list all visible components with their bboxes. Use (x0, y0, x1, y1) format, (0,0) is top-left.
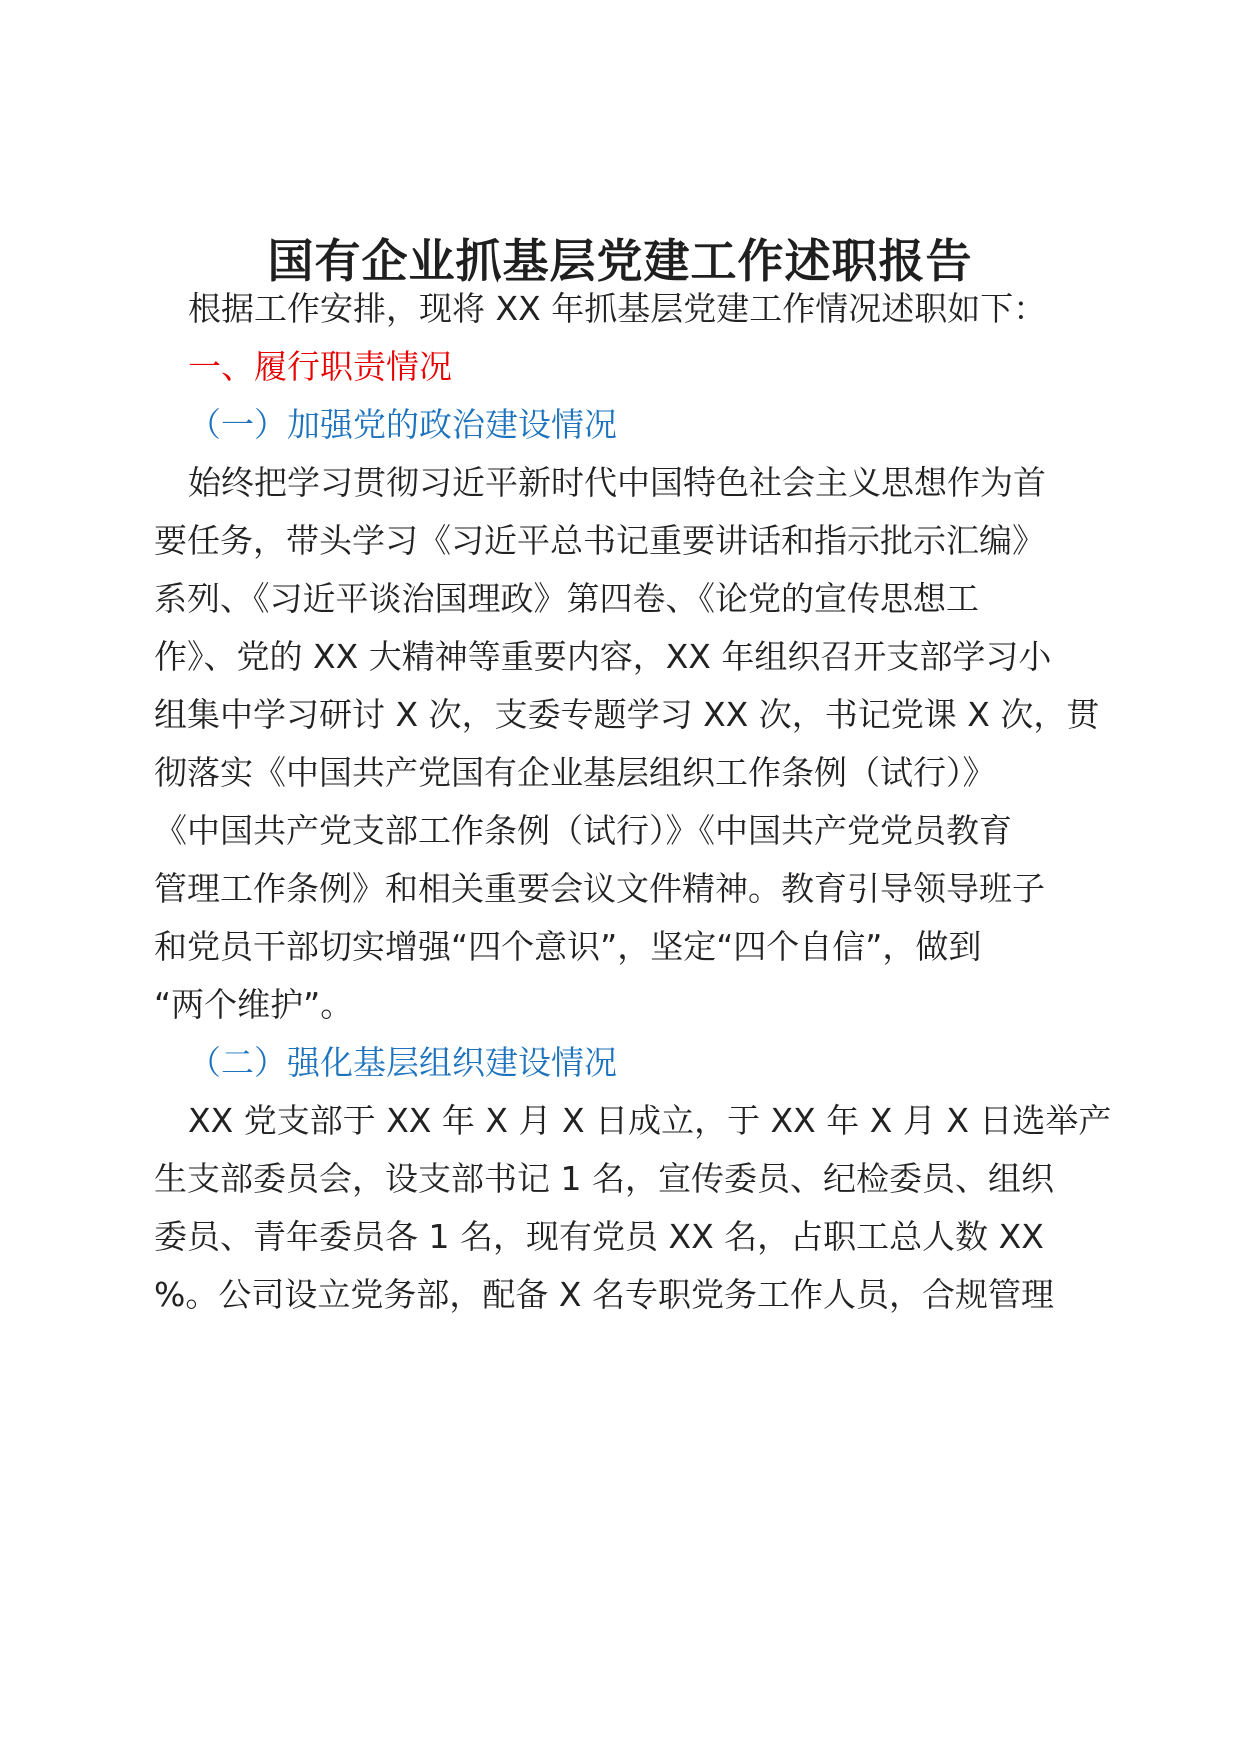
paragraph-line: 始终把学习贯彻习近平新时代中国特色社会主义思想作为首 (188, 463, 1046, 502)
intro-paragraph: 根据工作安排，现将 XX 年抓基层党建工作情况述职如下： (188, 289, 1047, 328)
paragraph-line: %。公司设立党务部，配备 X 名专职党务工作人员，合规管理 (154, 1275, 1054, 1314)
paragraph-line: “两个维护”。 (154, 985, 354, 1024)
section-heading-1: 一、履行职责情况 (188, 347, 452, 386)
subsection-heading-2: （二）强化基层组织建设情况 (188, 1043, 617, 1082)
paragraph-line: 作》、党的 XX 大精神等重要内容，XX 年组织召开支部学习小 (154, 637, 1052, 676)
paragraph-line: 彻落实《中国共产党国有企业基层组织工作条例（试行）》 (154, 753, 996, 792)
subsection-heading-1: （一）加强党的政治建设情况 (188, 405, 617, 444)
document-title: 国有企业抓基层党建工作述职报告 (267, 234, 973, 288)
paragraph-line: 组集中学习研讨 X 次，支委专题学习 XX 次，书记党课 X 次，贯 (154, 695, 1100, 734)
paragraph-line: 要任务，带头学习《习近平总书记重要讲话和指示批示汇编》 (154, 521, 1045, 560)
paragraph-line: 《中国共产党支部工作条例（试行）》《中国共产党党员教育 (154, 811, 1012, 850)
paragraph-line: XX 党支部于 XX 年 X 月 X 日成立，于 XX 年 X 月 X 日选举产 (188, 1101, 1112, 1140)
paragraph-line: 管理工作条例》和相关重要会议文件精神。教育引导领导班子 (154, 869, 1045, 908)
paragraph-line: 系列、《习近平谈治国理政》第四卷、《论党的宣传思想工 (154, 579, 979, 618)
paragraph-line: 生支部委员会，设支部书记 1 名，宣传委员、纪检委员、组织 (154, 1159, 1054, 1198)
paragraph-line: 和党员干部切实增强“四个意识”，坚定“四个自信”，做到 (154, 927, 982, 966)
paragraph-line: 委员、青年委员各 1 名，现有党员 XX 名，占职工总人数 XX (154, 1217, 1044, 1256)
